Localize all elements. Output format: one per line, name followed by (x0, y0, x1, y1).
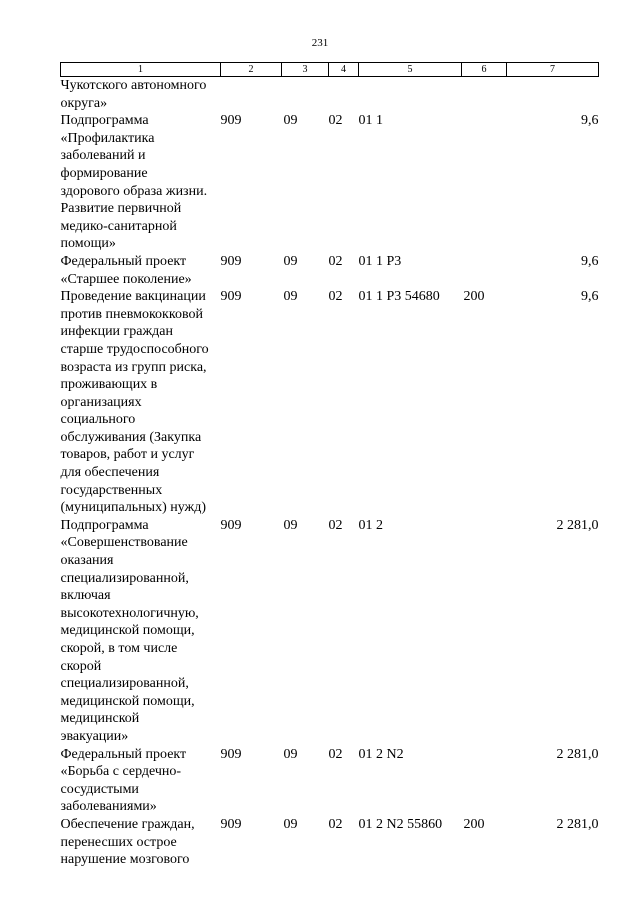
table-body (61, 77, 599, 869)
row-ministry-code: 909 (220, 517, 242, 533)
row-name: Подпрограмма «Совершенствование оказания специализированной, включая высокотехнологичную, медицинской помощи, скорой, в том числе скорой специализированной, медицинской помощи, медицинской эвакуации» (60, 517, 199, 744)
row-target-code: 01 2 N2 (358, 746, 404, 762)
page-number: 231 (311, 37, 329, 49)
table-row (61, 112, 599, 253)
header-col-1: 1 (61, 63, 221, 77)
row-section-code: 09 (283, 113, 298, 129)
row-target-code: 01 1 P3 54680 (358, 289, 440, 305)
row-section-code: 09 (283, 746, 298, 762)
row-name: Федеральный проект «Борьба с сердечно- сосудистыми заболеваниями» (60, 746, 187, 815)
row-amount: 9,6 (581, 289, 599, 305)
row-subsection-code (329, 77, 359, 113)
row-amount: 9,6 (581, 113, 599, 129)
row-section-code: 09 (283, 253, 298, 269)
row-expense-type (462, 77, 507, 113)
row-target-code: 01 2 N2 55860 (358, 816, 443, 832)
row-target-code: 01 2 (358, 517, 383, 533)
row-name: Проведение вакцинации против пневмококковой инфекции граждан старше трудоспособного возраста из групп риска, проживающих в организациях социального обслуживания (Закупка товаров, работ и услуг для обеспечения государственных (муниципальных) нужд) (60, 289, 209, 516)
row-ministry-code: 909 (220, 746, 242, 762)
row-subsection-code: 02 (328, 113, 343, 129)
row-section-code (282, 77, 329, 113)
row-target-code: 01 1 (358, 113, 383, 129)
row-amount (507, 77, 599, 113)
row-section-code: 09 (283, 289, 298, 305)
row-expense-type: 200 (463, 289, 485, 305)
row-subsection-code: 02 (328, 289, 343, 305)
table-header (61, 63, 599, 77)
row-expense-type (462, 517, 507, 746)
row-amount: 2 281,0 (556, 816, 599, 832)
row-ministry-code (221, 77, 282, 113)
row-subsection-code: 02 (328, 816, 343, 832)
row-expense-type (462, 112, 507, 253)
row-amount: 9,6 (581, 253, 599, 269)
header-col-2: 2 (221, 63, 282, 77)
row-ministry-code: 909 (220, 113, 242, 129)
table-row (61, 253, 599, 288)
header-col-3: 3 (282, 63, 329, 77)
table-row (61, 517, 599, 746)
row-section-code: 09 (283, 517, 298, 533)
row-subsection-code: 02 (328, 253, 343, 269)
row-subsection-code: 02 (328, 746, 343, 762)
row-ministry-code: 909 (220, 816, 242, 832)
row-target-code: 01 1 P3 (358, 253, 402, 269)
row-expense-type (462, 746, 507, 816)
table-row (61, 288, 599, 517)
header-row (61, 63, 599, 77)
row-ministry-code: 909 (220, 253, 242, 269)
row-target-code (359, 77, 462, 113)
budget-table (60, 62, 599, 869)
header-col-5: 5 (359, 63, 462, 77)
row-name: Чукотского автономного округа» (60, 78, 207, 111)
table-row (61, 816, 599, 869)
row-subsection-code: 02 (328, 517, 343, 533)
row-amount: 2 281,0 (556, 517, 599, 533)
row-name: Подпрограмма «Профилактика заболеваний и формирование здорового образа жизни. Развитие первичной медико-санитарной помощи» (60, 113, 208, 252)
row-name: Обеспечение граждан, перенесших острое нарушение мозгового (60, 816, 195, 868)
table-row (61, 77, 599, 113)
table-row (61, 746, 599, 816)
row-expense-type: 200 (463, 816, 485, 832)
header-col-7: 7 (507, 63, 599, 77)
row-ministry-code: 909 (220, 289, 242, 305)
header-col-6: 6 (462, 63, 507, 77)
row-name: Федеральный проект «Старшее поколение» (60, 253, 192, 287)
row-amount: 2 281,0 (556, 746, 599, 762)
row-expense-type (462, 253, 507, 288)
row-section-code: 09 (283, 816, 298, 832)
header-col-4: 4 (329, 63, 359, 77)
